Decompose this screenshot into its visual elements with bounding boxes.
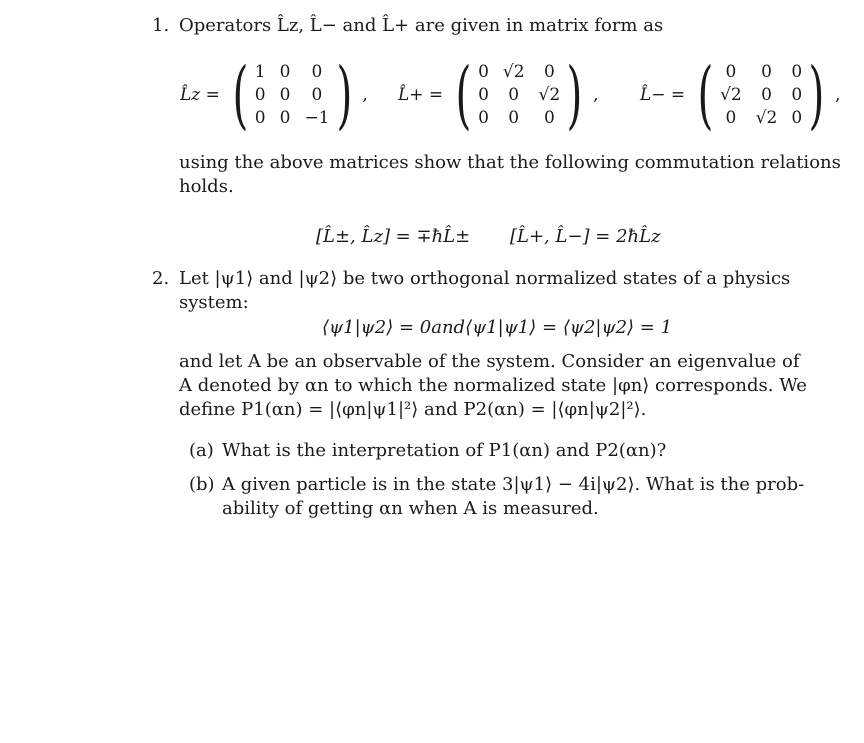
matrix-lminus-label: L̂− = — [640, 85, 686, 105]
matrix-cell: 0 — [761, 84, 772, 105]
right-paren-icon: ) — [808, 52, 825, 138]
matrix-cell: −1 — [304, 107, 330, 128]
matrix-cell: 0 — [478, 61, 489, 82]
matrix-cell: 0 — [791, 61, 803, 82]
matrix-cell: 0 — [725, 107, 737, 128]
matrix-lplus — [398, 52, 599, 138]
matrix-lplus-comma: , — [593, 85, 599, 105]
left-paren-icon: ( — [232, 52, 249, 138]
matrix-cell: 0 — [791, 84, 803, 105]
problem-2-text-line4: A denoted by αn to which the normalized state |φn⟩ corresponds. We — [179, 375, 807, 396]
matrix-cell: 0 — [508, 84, 520, 105]
problem-2-number: 2. — [152, 268, 170, 289]
right-paren-icon: ) — [566, 52, 583, 138]
problem-1-intro: Operators L̂z, L̂− and L̂+ are given in matrix form as — [179, 15, 664, 36]
part-b-text-line1: A given particle is in the state 3|ψ1⟩ − 4i|ψ2⟩. What is the prob- — [222, 474, 805, 495]
matrix-cell: 0 — [478, 107, 489, 128]
matrix-cell: 0 — [791, 107, 803, 128]
matrix-cell: 1 — [254, 61, 266, 82]
matrix-lminus-grid — [720, 62, 802, 129]
matrix-cell: 0 — [279, 61, 291, 82]
matrix-cell: 0 — [254, 107, 266, 128]
matrix-cell: 0 — [311, 61, 323, 82]
part-a-text: What is the interpretation of P1(αn) and P2(αn)? — [222, 440, 667, 461]
problem-1-number: 1. — [152, 15, 170, 36]
matrix-cell: 0 — [508, 107, 520, 128]
matrix-cell: 0 — [279, 84, 291, 105]
matrix-lz-label: L̂z = — [180, 85, 220, 105]
left-paren-icon: ( — [455, 52, 472, 138]
matrix-lz-comma: , — [362, 85, 368, 105]
commutation-relation-a: [L̂±, L̂z] = ∓ħL̂± — [316, 226, 471, 247]
problem-1-text-line1: using the above matrices show that the following commutation relations — [179, 152, 841, 173]
problem-1-text-line2: holds. — [179, 176, 234, 197]
matrix-cell: 0 — [254, 84, 266, 105]
matrix-cell: 0 — [543, 61, 555, 82]
problem-2-text-line2: system: — [179, 292, 249, 313]
matrix-lminus-comma: , — [835, 85, 841, 105]
matrix-cell: 0 — [279, 107, 291, 128]
matrix-cell: 0 — [478, 84, 489, 105]
matrix-cell: 0 — [761, 61, 772, 82]
problem-2-text-line3: and let A be an observable of the system. Consider an eigenvalue of — [179, 351, 800, 372]
matrix-cell: √2 — [538, 84, 561, 105]
matrix-lplus-label: L̂+ = — [398, 85, 444, 105]
matrix-cell: 0 — [725, 61, 737, 82]
matrix-lplus-grid — [478, 62, 560, 129]
part-b-text-line2: ability of getting αn when A is measured. — [222, 498, 599, 519]
matrix-lz — [180, 52, 368, 138]
problem-2-text-line5: define P1(αn) = |⟨φn|ψ1|²⟩ and P2(αn) = |⟨φn|ψ2|²⟩. — [179, 399, 647, 420]
orthonormality-equation: ⟨ψ1|ψ2⟩ = 0and⟨ψ1|ψ1⟩ = ⟨ψ2|ψ2⟩ = 1 — [322, 317, 673, 338]
part-b-label: (b) — [189, 474, 215, 495]
matrix-lminus — [640, 52, 841, 138]
commutation-relation-b: [L̂+, L̂−] = 2ħL̂z — [510, 226, 661, 247]
matrix-cell: √2 — [720, 84, 742, 105]
matrix-lz-grid — [255, 62, 330, 129]
matrix-cell: 0 — [311, 84, 323, 105]
matrix-cell: 0 — [543, 107, 555, 128]
problem-2-text-line1: Let |ψ1⟩ and |ψ2⟩ be two orthogonal normalized states of a physics — [179, 268, 791, 289]
matrix-cell: √2 — [755, 107, 778, 128]
left-paren-icon: ( — [697, 52, 714, 138]
right-paren-icon: ) — [335, 52, 352, 138]
matrix-cell: √2 — [502, 61, 525, 82]
part-a-label: (a) — [189, 440, 214, 461]
